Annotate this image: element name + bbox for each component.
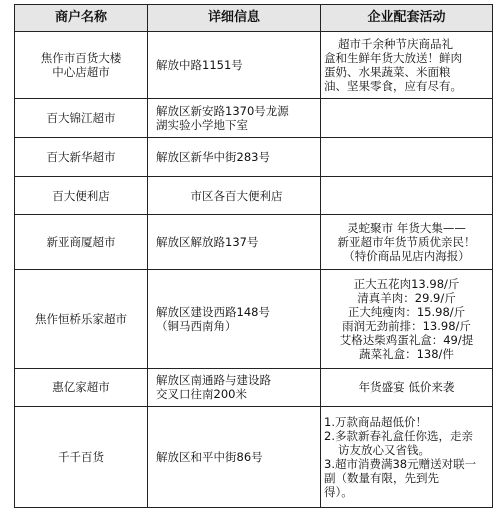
activity-line: （特价商品见店内海报）	[343, 249, 470, 264]
table-row	[15, 368, 493, 407]
activity-cell	[321, 137, 493, 176]
address-line: （铜马西南角）	[156, 318, 237, 333]
address-line: 解放区建设西路148号	[156, 304, 270, 319]
activity-line: 正大纯瘦肉：15.98/斤	[347, 304, 466, 319]
table-row	[15, 32, 493, 99]
merchant-name-cell	[15, 137, 148, 176]
activity-line: 3.超市消费满38元赠送对联一	[324, 457, 477, 472]
activity-line: 盒和生鲜年货大放送！鲜肉	[324, 51, 462, 66]
table-row	[15, 407, 493, 508]
merchant-name-line: 千千百货	[58, 450, 104, 465]
merchant-name-line: 焦作恒桥乐家超市	[35, 311, 127, 326]
address-line: 解放区南通路与建设路	[156, 373, 271, 388]
activity-line: 清真羊肉：29.9/斤	[357, 290, 456, 305]
merchant-name-cell	[15, 32, 148, 99]
activity-cell	[321, 368, 493, 407]
activity-cell	[321, 176, 493, 215]
activity-line: 得）。	[324, 485, 353, 500]
activity-line: 油、坚果零食，应有尽有。	[324, 79, 462, 94]
address-line: 解放区解放路137号	[156, 235, 259, 250]
address-line: 解放区新安路1370号龙源	[156, 103, 289, 118]
activity-line: 访友放心又省钱。	[338, 443, 430, 458]
merchant-name-cell	[15, 269, 148, 368]
activity-line: 雨润无劲前排：13.98/斤	[342, 318, 471, 333]
activity-line: 正大五花肉13.98/斤	[353, 276, 460, 291]
address-line: 解放区新华中街283号	[156, 149, 270, 164]
address-cell	[148, 368, 321, 407]
header-merchant-name: 商户名称	[15, 5, 148, 32]
table-header-row	[15, 5, 493, 32]
address-cell	[148, 99, 321, 138]
header-detail-info: 详细信息	[148, 5, 321, 32]
header-activity: 企业配套活动	[321, 5, 493, 32]
address-line: 市区各百大便利店	[190, 188, 283, 203]
activity-cell	[321, 32, 493, 99]
activity-cell	[321, 407, 493, 508]
merchant-name-line: 焦作市百货大楼	[40, 51, 122, 66]
merchant-name-line: 百大锦江超市	[46, 110, 116, 125]
activity-line: 艾格达柴鸡蛋礼盒：49/提	[339, 332, 474, 347]
table-row	[15, 137, 493, 176]
table-row	[15, 215, 493, 270]
table-row	[15, 269, 493, 368]
merchant-name-cell	[15, 176, 148, 215]
merchant-name-line: 中心店超市	[52, 65, 110, 80]
merchant-name-cell	[15, 215, 148, 270]
address-cell	[148, 137, 321, 176]
merchant-name-line: 新亚商厦超市	[46, 235, 116, 250]
activity-line: 蛋奶、水果蔬菜、米面粮	[324, 65, 451, 80]
activity-line: 超市千余种节庆商品礼	[338, 37, 453, 52]
merchant-name-cell	[15, 99, 148, 138]
activity-cell	[321, 99, 493, 138]
activity-line: 1.万款商品超低价！	[324, 415, 427, 430]
merchant-name-cell	[15, 407, 148, 508]
activity-line: 2.多款新春礼盒任你选，走亲	[324, 429, 473, 444]
merchant-name-line: 惠亿家超市	[52, 380, 110, 395]
merchant-table-container	[14, 4, 492, 508]
address-line: 交叉口往南200米	[156, 387, 247, 402]
address-cell	[148, 269, 321, 368]
address-line: 解放中路1151号	[156, 58, 243, 73]
activity-cell	[321, 215, 493, 270]
address-line: 解放区和平中街86号	[156, 450, 263, 465]
address-cell	[148, 32, 321, 99]
merchant-name-cell	[15, 368, 148, 407]
address-line: 湖实验小学地下室	[156, 117, 248, 132]
address-cell	[148, 215, 321, 270]
merchant-table	[14, 4, 493, 508]
table-row	[15, 176, 493, 215]
table-row	[15, 99, 493, 138]
activity-line: 蔬菜礼盒：138/件	[359, 346, 454, 361]
merchant-name-line: 百大便利店	[52, 188, 110, 203]
activity-line: 新亚超市年货节质优亲民！	[337, 235, 476, 250]
activity-line: 年货盛宴 低价来袭	[358, 380, 455, 395]
activity-cell	[321, 269, 493, 368]
merchant-name-line: 百大新华超市	[46, 149, 116, 164]
activity-line: 灵蛇聚市 年货大集——	[347, 221, 466, 236]
address-cell	[148, 176, 321, 215]
address-cell	[148, 407, 321, 508]
activity-line: 副（数量有限，先到先	[324, 471, 439, 486]
